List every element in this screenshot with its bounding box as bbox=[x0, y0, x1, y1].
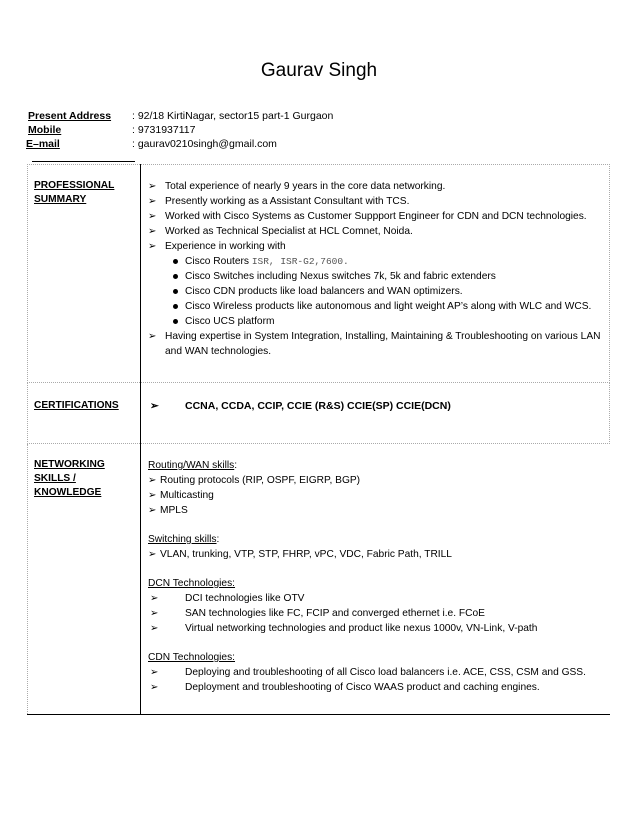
sub-item: Cisco Routers ISR, ISR-G2,7600. bbox=[148, 254, 603, 269]
address-value: : 92/18 KirtiNagar, sector15 part-1 Gurgaon bbox=[132, 110, 334, 122]
certifications-label: CERTIFICATIONS bbox=[28, 383, 141, 444]
sub-item: Cisco Switches including Nexus switches 7k, 5k and fabric extenders bbox=[148, 269, 603, 284]
dcn-heading: DCN Technologies: bbox=[148, 578, 236, 589]
arrow-bullet-icon: ➢ bbox=[148, 331, 157, 342]
dcn-item: ➢ SAN technologies like FC, FCIP and converged ethernet i.e. FCoE bbox=[150, 608, 485, 619]
dot-bullet-icon bbox=[173, 319, 178, 324]
cdn-item: ➢ Deployment and troubleshooting of Cisco WAAS product and caching engines. bbox=[150, 682, 540, 693]
routing-item: ➢ Routing protocols (RIP, OSPF, EIGRP, BGP) bbox=[148, 475, 361, 486]
certifications-item: ➢ CCNA, CCDA, CCIP, CCIE (R&S) CCIE(SP) CCIE(DCN) bbox=[150, 400, 451, 412]
arrow-bullet-icon: ➢ bbox=[150, 682, 159, 693]
arrow-bullet-icon: ➢ bbox=[148, 490, 157, 501]
arrow-bullet-icon: ➢ bbox=[150, 593, 159, 604]
switching-item: ➢ VLAN, trunking, VTP, STP, FHRP, vPC, VDC, Fabric Path, TRILL bbox=[148, 549, 452, 560]
sub-item: Cisco UCS platform bbox=[148, 314, 603, 329]
sub-item: Cisco CDN products like load balancers and WAN optimizers. bbox=[148, 284, 603, 299]
resume-table bbox=[27, 164, 610, 715]
summary-item: ➢ Presently working as a Assistant Consultant with TCS. bbox=[148, 196, 410, 207]
arrow-bullet-icon: ➢ bbox=[148, 549, 157, 560]
arrow-bullet-icon: ➢ bbox=[148, 241, 157, 252]
switching-heading: Switching skills: bbox=[148, 534, 220, 545]
arrow-bullet-icon: ➢ bbox=[148, 226, 157, 237]
summary-item: ➢ Total experience of nearly 9 years in the core data networking. bbox=[148, 181, 446, 192]
summary-item: ➢ Having expertise in System Integration, Installing, Maintaining & Troubleshooting on various LAN and WAN technologies. bbox=[148, 331, 601, 357]
arrow-bullet-icon: ➢ bbox=[148, 196, 157, 207]
arrow-bullet-icon: ➢ bbox=[150, 623, 159, 634]
summary-item: ➢ Experience in working with bbox=[148, 241, 286, 252]
dot-bullet-icon bbox=[173, 274, 178, 279]
cdn-heading: CDN Technologies: bbox=[148, 652, 236, 663]
arrow-bullet-icon: ➢ bbox=[150, 667, 159, 678]
arrow-bullet-icon: ➢ bbox=[150, 608, 159, 619]
routing-heading: Routing/WAN skills: bbox=[148, 460, 238, 471]
email-value: : gaurav0210singh@gmail.com bbox=[132, 138, 277, 150]
dcn-item: ➢ DCI technologies like OTV bbox=[150, 593, 305, 604]
email-label: E–mail bbox=[26, 138, 60, 150]
dot-bullet-icon bbox=[173, 289, 178, 294]
divider-rule bbox=[32, 161, 135, 162]
dot-bullet-icon bbox=[173, 304, 178, 309]
summary-item: ➢ Worked as Technical Specialist at HCL Comnet, Noida. bbox=[148, 226, 413, 237]
arrow-bullet-icon: ➢ bbox=[148, 211, 157, 222]
arrow-bullet-icon: ➢ bbox=[148, 181, 157, 192]
skills-label: NETWORKING SKILLS / KNOWLEDGE bbox=[28, 444, 141, 715]
skills-row bbox=[28, 444, 610, 715]
arrow-bullet-icon: ➢ bbox=[150, 400, 159, 412]
sub-item: Cisco Wireless products like autonomous and light weight AP’s along with WLC and WCS. bbox=[148, 299, 603, 314]
dot-bullet-icon bbox=[173, 259, 178, 264]
arrow-bullet-icon: ➢ bbox=[148, 475, 157, 486]
cdn-item: ➢ Deploying and troubleshooting of all Cisco load balancers i.e. ACE, CSS, CSM and GSS. bbox=[150, 667, 586, 678]
candidate-name: Gaurav Singh bbox=[260, 60, 378, 81]
routing-item: ➢ MPLS bbox=[148, 505, 188, 516]
summary-content bbox=[141, 165, 610, 383]
certifications-content bbox=[141, 383, 610, 444]
mobile-value: : 9731937117 bbox=[132, 124, 196, 136]
address-label: Present Address bbox=[28, 110, 112, 122]
skills-content bbox=[141, 444, 610, 715]
summary-item: ➢ Worked with Cisco Systems as Customer Suppport Engineer for CDN and DCN technologies. bbox=[148, 211, 587, 222]
mobile-label: Mobile bbox=[28, 124, 62, 136]
certifications-row bbox=[28, 383, 610, 444]
routing-item: ➢ Multicasting bbox=[148, 490, 214, 501]
summary-row bbox=[28, 165, 610, 383]
summary-label: PROFESSIONAL SUMMARY bbox=[28, 165, 141, 383]
dcn-item: ➢ Virtual networking technologies and product like nexus 1000v, VN-Link, V-path bbox=[150, 623, 538, 634]
arrow-bullet-icon: ➢ bbox=[148, 505, 157, 516]
